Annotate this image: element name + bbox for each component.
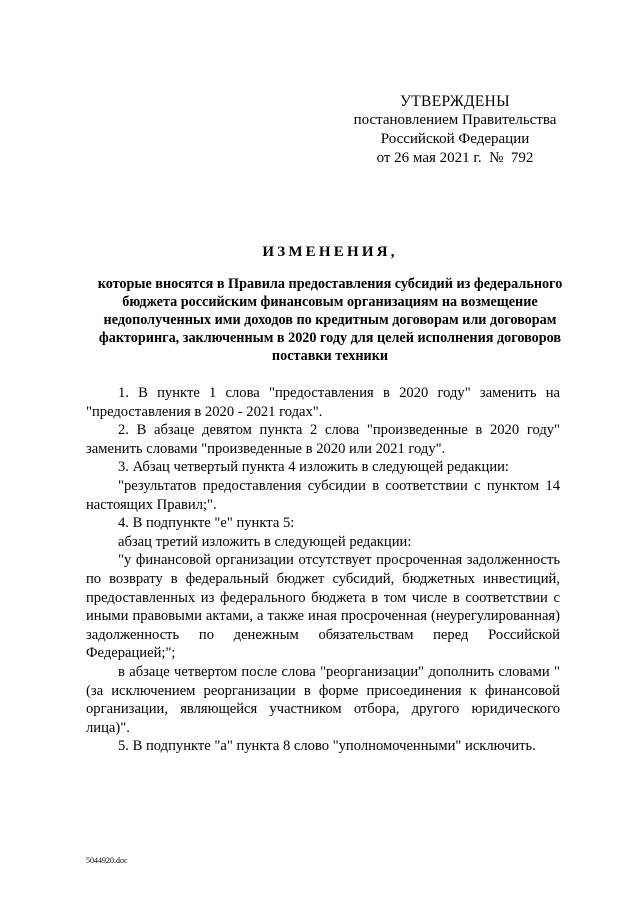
approved-heading: УТВЕРЖДЕНЫ	[400, 93, 510, 110]
paragraph-item-1: 1. В пункте 1 слова "предоставления в 2020 году" заменить на "предоставления в 2020 - 2021 годах".	[86, 385, 560, 420]
document-title: ИЗМЕНЕНИЯ,	[262, 244, 398, 260]
paragraph-item-3: 3. Абзац четвертый пункта 4 изложить в следующей редакции:	[118, 459, 509, 476]
title-block	[80, 242, 580, 365]
approval-country-line: Российской Федерации	[380, 131, 530, 147]
paragraph-item-5: 5. В подпункте "а" пункта 8 слово "уполномоченными" исключить.	[118, 738, 536, 755]
document-subtitle: которые вносятся в Правила предоставления субсидий из федерального бюджета российским финансовым организациям на возмещение недополученных ими доходов по кредитным договорам или договорам факторинга, заключенным в 2020 году для целей исполнения договоров поставки техники	[97, 276, 563, 364]
paragraph-item-2: 2. В абзаце девятом пункта 2 слова "произведенные в 2020 году" заменить словами "произведенные в 2020 или 2021 году".	[86, 422, 560, 457]
paragraph-item-3-text: "результатов предоставления субсидии в соответствии с пунктом 14 настоящих Правил;".	[86, 477, 560, 513]
paragraph-item-4: 4. В подпункте "е" пункта 5:	[118, 515, 295, 532]
paragraph-item-4-addition: в абзаце четвертом после слова "реорганизации" дополнить словами "(за исключением реорганизации в форме присоединения к финансовой организации, являющейся участником отбора, другого юридического лица)".	[86, 663, 560, 736]
file-code-footer: 5044920.doc	[86, 856, 128, 865]
approval-date-number-line: от 26 мая 2021 г. № 792	[376, 150, 534, 166]
paragraph-item-4-intro: абзац третий изложить в следующей редакции:	[118, 533, 412, 550]
paragraph-item-4-text: "у финансовой организации отсутствует просроченная задолженность по возврату в федеральный бюджет субсидий, бюджетных инвестиций, предоставленных из федерального бюджета в том числе в соответствии с иными правовыми актами, а также иная просроченная (неурегулированная) задолженность по денежным обязательствам перед Российской Федерацией;";	[86, 552, 560, 662]
approval-decree-line: постановлением Правительства	[353, 112, 557, 128]
approval-block	[320, 92, 590, 168]
document-body	[86, 384, 560, 756]
